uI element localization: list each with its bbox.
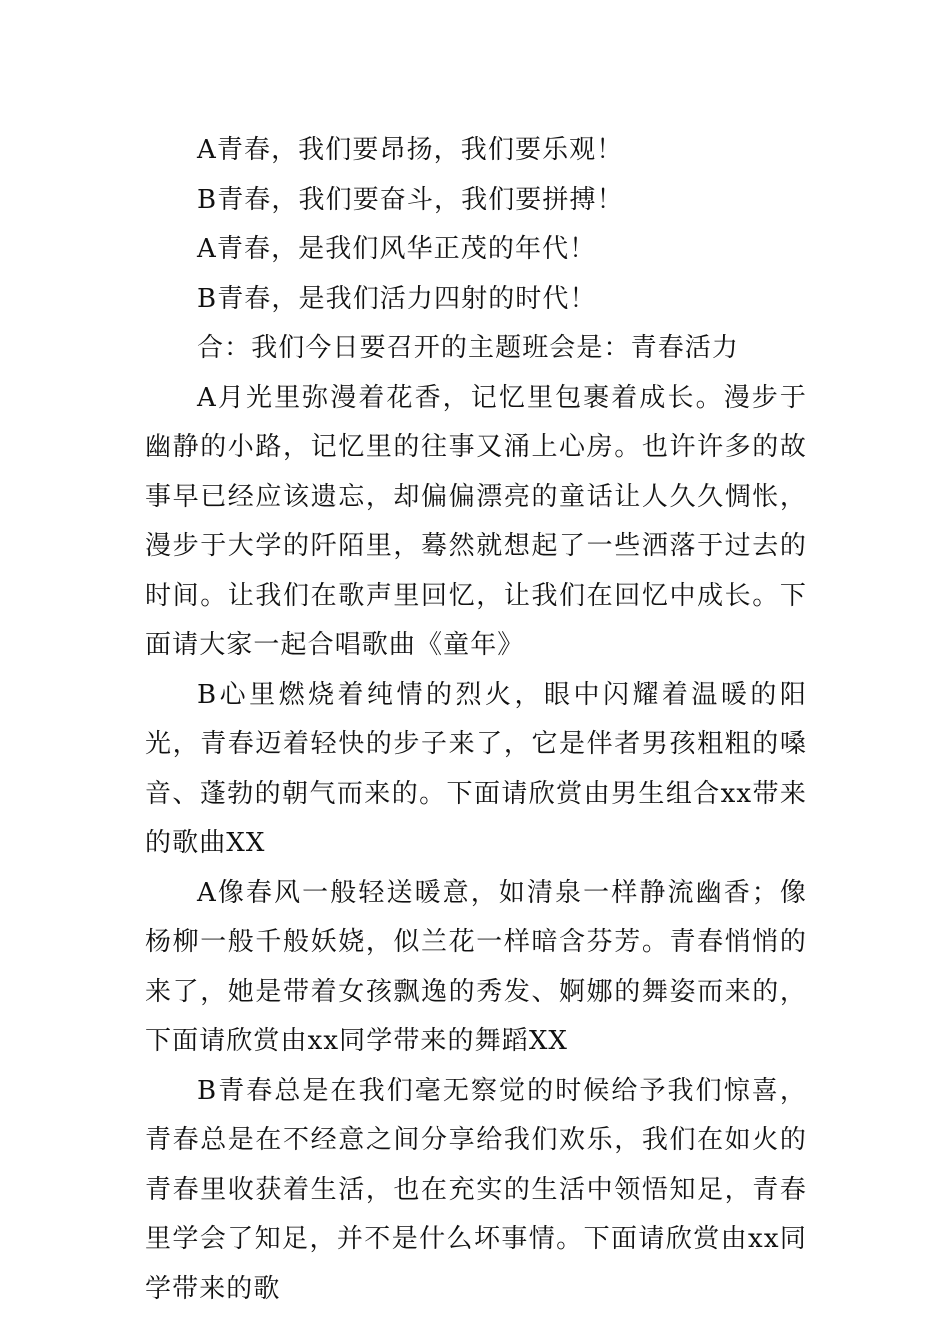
paragraph-a-spring-breeze: A像春风一般轻送暖意，如清泉一样静流幽香；像杨柳一般千般妖娆，似兰花一样暗含芬芳。青春悄悄的来了，她是带着女孩飘逸的秀发、婀娜的舞姿而来的，下面请欣赏由xx同学带来的舞蹈XX — [145, 877, 807, 1056]
paragraph-a-moonlight: A月光里弥漫着花香，记忆里包裹着成长。漫步于幽静的小路，记忆里的往事又涌上心房。也许许多的故事早已经应该遗忘，却偏偏漂亮的童话让人久久惆怅，漫步于大学的阡陌里，蓦然就想起了一些洒落于过去的时间。让我们在歌声里回忆，让我们在回忆中成长。下面请大家一起合唱歌曲《童年》 — [145, 382, 807, 660]
paragraph-b-youth-striving: B青春，我们要奋斗，我们要拼搏！ — [197, 184, 624, 215]
paragraph-a-youth-uplifting: A青春，我们要昂扬，我们要乐观！ — [197, 135, 624, 165]
paragraph-b-heart: B心里燃烧着纯情的烈火，眼中闪耀着温暖的阳光，青春迈着轻快的步子来了，它是伴者男孩粗粗的嗓音、蓬勃的朝气而来的。下面请欣赏由男生组合xx带来的歌曲XX — [145, 679, 807, 858]
paragraph-a-youth-era: A青春，是我们风华正茂的年代！ — [197, 234, 597, 264]
paragraph-b-youth-times: B青春，是我们活力四射的时代！ — [197, 283, 597, 314]
document-body — [145, 126, 807, 1314]
paragraph-together-theme: 合：我们今日要召开的主题班会是：青春活力 — [197, 333, 740, 363]
paragraph-b-surprise: B青春总是在我们毫无察觉的时候给予我们惊喜，青春总是在不经意之间分享给我们欢乐，我们在如火的青春里收获着生活，也在充实的生活中领悟知足，青春里学会了知足，并不是什么坏事情。下面请欣赏由xx同学带来的歌 — [145, 1075, 807, 1304]
